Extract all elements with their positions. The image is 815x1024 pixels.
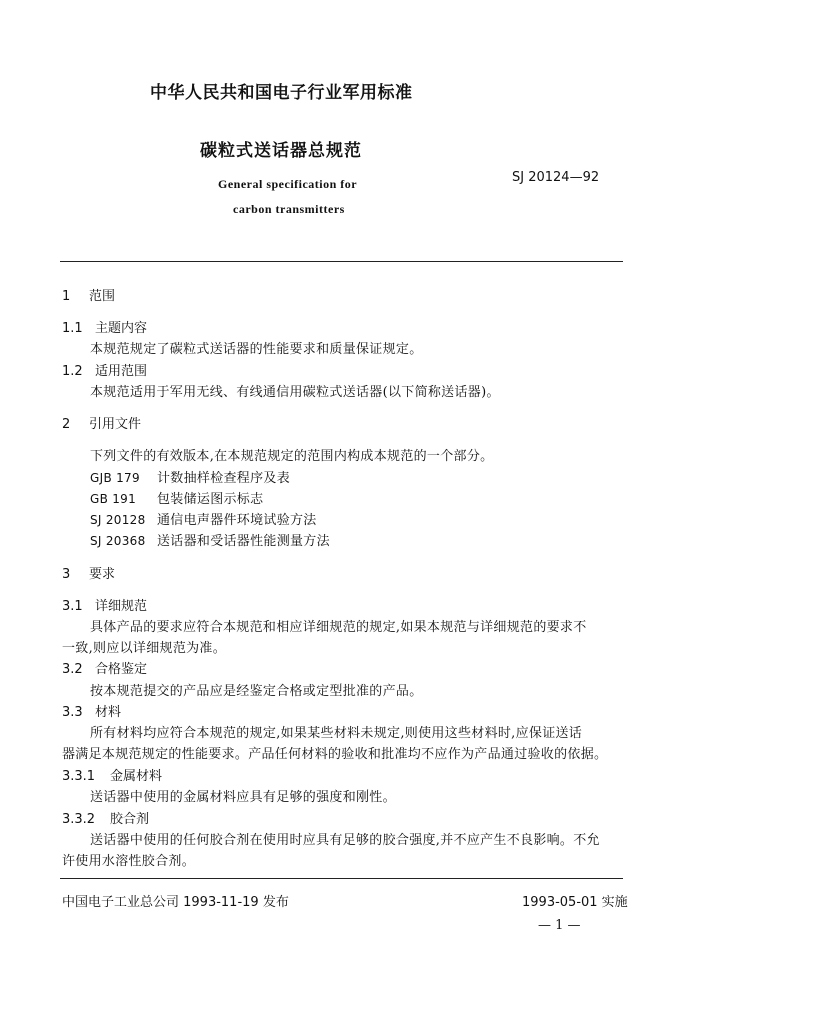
section-title: 主题内容 [95,321,148,336]
section-3-3-2-text-line2: 许使用水溶性胶合剂。 [62,854,196,869]
reference-code: GB 191 [90,492,137,506]
section-2-heading [62,413,141,432]
section-1-2-heading [62,360,147,379]
section-3-2-text: 按本规范提交的产品应是经鉴定合格或定型批准的产品。 [90,684,423,699]
section-1-1-text: 本规范规定了碳粒式送话器的性能要求和质量保证规定。 [90,342,423,357]
reference-name: 送话器和受话器性能测量方法 [157,534,330,549]
section-3-3-text-line2: 器满足本规范规定的性能要求。产品任何材料的验收和批准均不应作为产品通过验收的依据。 [62,747,608,762]
section-3-3-text-line1: 所有材料均应符合本规范的规定,如果某些材料未规定,则使用这些材料时,应保证送话 [90,726,583,741]
section-2-intro: 下列文件的有效版本,在本规范规定的范围内构成本规范的一个部分。 [90,449,494,464]
section-title: 胶合剂 [110,812,150,827]
section-3-heading [62,563,115,582]
document-title-en-line2: carbon transmitters [233,202,345,216]
section-number: 3.3.1 [62,769,96,784]
reference-code: SJ 20128 [90,513,146,527]
section-number: 3 [62,567,71,582]
section-number: 3.1 [62,599,83,614]
section-number: 1.2 [62,364,83,379]
section-3-3-1-heading [62,765,162,784]
header-divider [60,261,623,262]
effective-date: 1993-05-01 实施 [522,895,628,910]
section-number: 3.2 [62,662,83,677]
section-title: 引用文件 [89,417,142,432]
reference-item [90,467,290,486]
reference-name: 计数抽样检查程序及表 [157,471,291,486]
reference-name: 通信电声器件环境试验方法 [157,513,317,528]
section-title: 详细规范 [95,599,148,614]
section-3-1-heading [62,595,147,614]
standard-org-title: 中华人民共和国电子行业军用标准 [150,83,413,103]
section-3-3-1-text: 送话器中使用的金属材料应具有足够的强度和刚性。 [90,790,396,805]
section-title: 合格鉴定 [95,662,148,677]
section-3-1-text-line1: 具体产品的要求应符合本规范和相应详细规范的规定,如果本规范与详细规范的要求不 [90,620,587,635]
section-1-2-text: 本规范适用于军用无线、有线通信用碳粒式送话器(以下简称送话器)。 [90,385,500,400]
page-number: — 1 — [538,918,581,933]
reference-item [90,530,330,549]
section-title: 适用范围 [95,364,148,379]
reference-name: 包装储运图示标志 [157,492,264,507]
section-title: 材料 [95,705,122,720]
section-title: 要求 [89,567,116,582]
section-3-3-heading [62,701,121,720]
issue-date: 中国电子工业总公司 1993-11-19 发布 [62,895,289,910]
section-title: 范围 [89,289,116,304]
section-1-1-heading [62,317,147,336]
reference-code: SJ 20368 [90,534,146,548]
section-3-2-heading [62,658,147,677]
standard-code: SJ 20124—92 [512,170,600,185]
section-3-3-2-text-line1: 送话器中使用的任何胶合剂在使用时应具有足够的胶合强度,并不应产生不良影响。不允 [90,833,600,848]
section-number: 3.3.2 [62,812,96,827]
section-title: 金属材料 [110,769,163,784]
section-3-3-2-heading [62,808,149,827]
reference-item [90,488,263,507]
section-number: 2 [62,417,71,432]
section-number: 3.3 [62,705,83,720]
footer-divider [60,878,623,879]
document-title-cn: 碳粒式送话器总规范 [200,141,362,161]
section-1-heading [62,285,115,304]
section-number: 1 [62,289,71,304]
reference-code: GJB 179 [90,471,140,485]
section-number: 1.1 [62,321,83,336]
document-title-en-line1: General specification for [218,177,358,191]
reference-item [90,509,317,528]
section-3-1-text-line2: 一致,则应以详细规范为准。 [62,641,227,656]
